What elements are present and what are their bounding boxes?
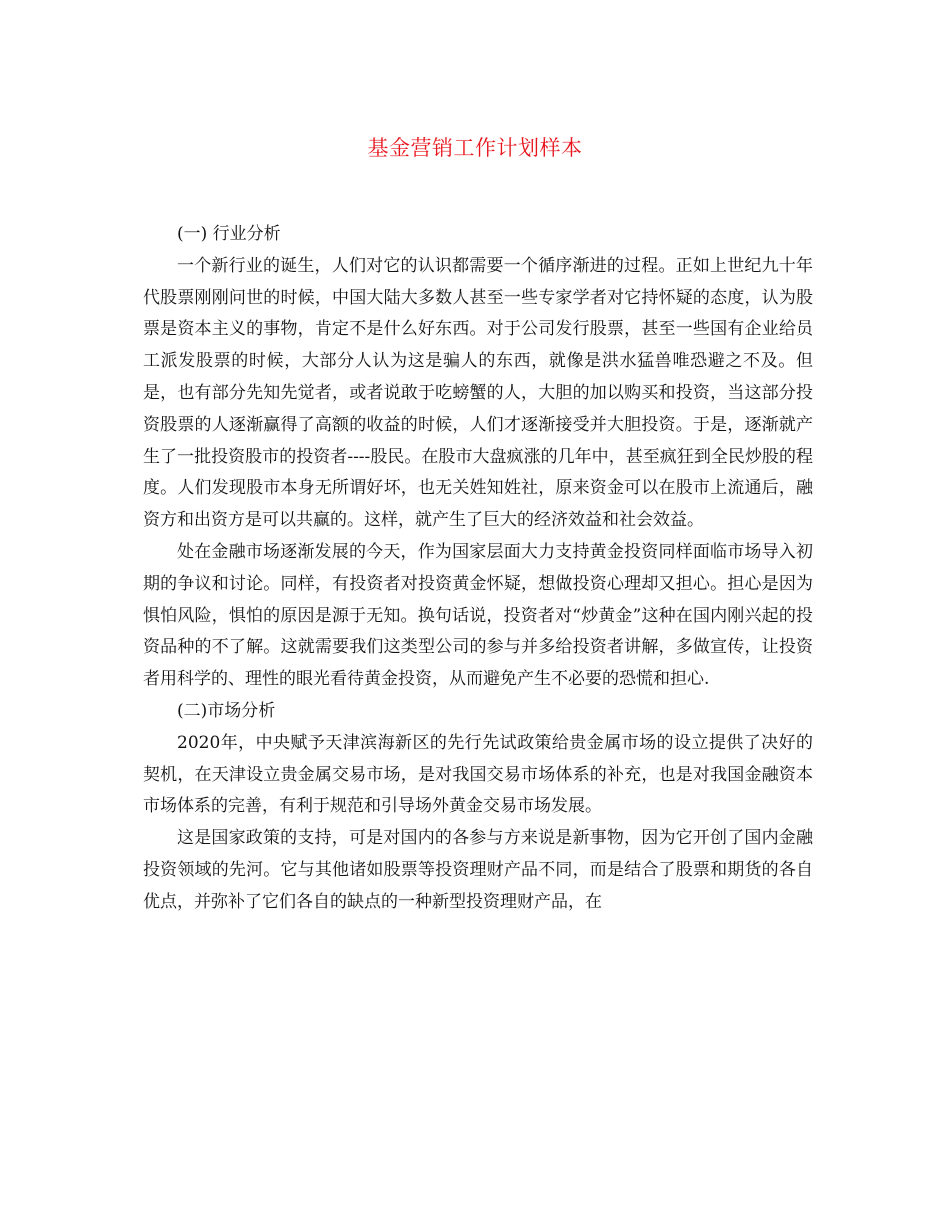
paragraph-market-2: 这是国家政策的支持，可是对国内的各参与方来说是新事物，因为它开创了国内金融投资领域的先河。它与其他诸如股票等投资理财产品不同，而是结合了股票和期货的各自优点，并弥补了它们各自的缺点的一种新型投资理财产品，在 — [143, 828, 813, 912]
section-heading-market: (二)市场分析 — [177, 700, 276, 721]
paragraph-market-1: 2020年，中央赋予天津滨海新区的先行先试政策给贵金属市场的设立提供了决好的契机，在天津设立贵金属交易市场，是对我国交易市场体系的补充，也是对我国金融资本市场体系的完善，有利于规范和引导场外黄金交易市场发展。 — [143, 732, 813, 817]
section-heading-industry: (一) 行业分析 — [177, 224, 281, 244]
document-body — [143, 219, 813, 919]
paragraph-industry-1: 一个新行业的诞生，人们对它的认识都需要一个循序渐进的过程。正如上世纪九十年代股票刚刚问世的时候，中国大陆大多数人甚至一些专家学者对它持怀疑的态度，认为股票是资本主义的事物，肯定不是什么好东西。对于公司发行股票，甚至一些国有企业给员工派发股票的时候，大部分人认为这是骗人的东西，就像是洪水猛兽唯恐避之不及。但是，也有部分先知先觉者，或者说敢于吃螃蟹的人，大胆的加以购买和投资，当这部分投资股票的人逐渐赢得了高额的收益的时候，人们才逐渐接受并大胆投资。于是，逐渐就产生了一批投资股市的投资者----股民。在股市大盘疯涨的几年中，甚至疯狂到全民炒股的程度。人们发现股市本身无所谓好坏，也无关姓知姓社，原来资金可以在股市上流通后，融资方和出资方是可以共赢的。这样，就产生了巨大的经济效益和社会效益。 — [143, 255, 813, 531]
document-title: 基金营销工作计划样本 — [367, 136, 583, 160]
paragraph-industry-2: 处在金融市场逐渐发展的今天，作为国家层面大力支持黄金投资同样面临市场导入初期的争议和讨论。同样，有投资者对投资黄金怀疑，想做投资心理却又担心。担心是因为惧怕风险，惧怕的原因是源于无知。换句话说，投资者对“炒黄金”这种在国内刚兴起的投资品种的不了解。这就需要我们这类型公司的参与并多给投资者讲解，多做宣传，让投资者用科学的、理性的眼光看待黄金投资，从而避免产生不必要的恐慌和担心. — [143, 541, 813, 690]
